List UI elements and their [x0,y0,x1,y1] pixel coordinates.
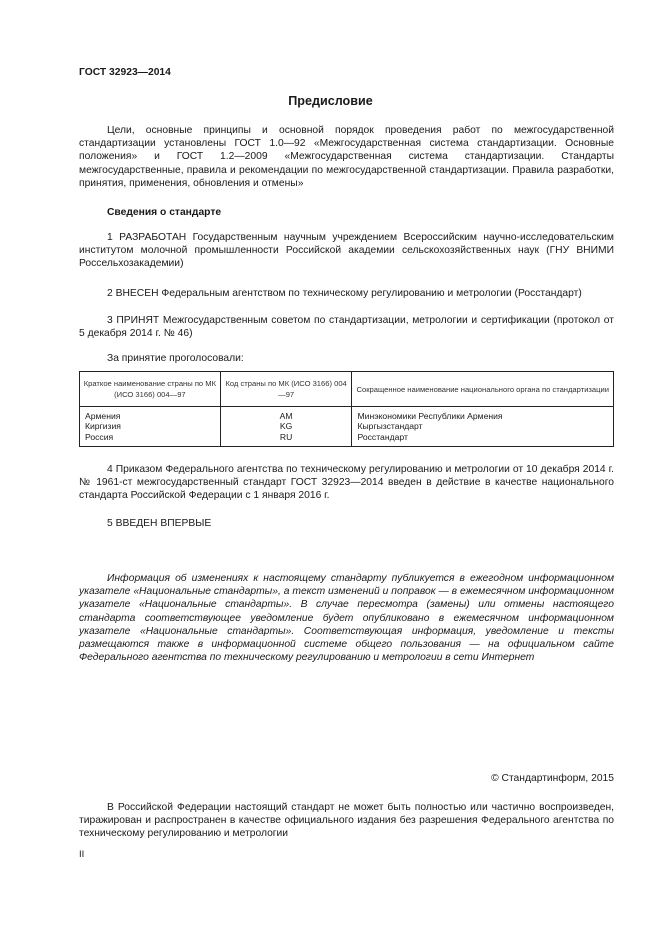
item-adopted: 3 ПРИНЯТ Межгосударственным советом по стандартизации, метрологии и сертификации (протокол от 5 декабря 2014 г. № 46) [79,315,614,340]
reproduction-rights-notice: В Российской Федерации настоящий стандарт не может быть полностью или частично воспроизведен, тиражирован и распространен в качестве официального издания без разрешения Федерального агентства по техническому регулированию и метрологии [79,802,614,840]
voted-label: За принятие проголосовали: [107,353,244,364]
national-body: Кыргызстандарт [357,421,423,432]
about-standard-heading: Сведения о стандарте [107,207,222,218]
copyright-notice: © Стандартинформ, 2015 [491,773,614,784]
item-first-introduced: 5 ВВЕДЕН ВПЕРВЫЕ [107,518,212,529]
table-header-row [80,372,614,407]
country-name: Киргизия [85,421,121,432]
header-country-name: Краткое наименование страны по МК (ИСО 3166) 004—97 [80,372,221,407]
country-name: Россия [85,431,114,442]
table-row [80,407,614,447]
country-code: RU [279,431,293,442]
page-number: II [79,849,85,860]
item-introduced: 2 ВНЕСЕН Федеральным агентством по техническому регулированию и метрологии (Росстандарт) [107,288,582,299]
national-body: Минэкономики Республики Армения [357,411,503,421]
country-code: AM [279,411,293,421]
changes-information: Информация об изменениях к настоящему стандарту публикуется в ежегодном информационном указателе «Национальные стандарты», а текст изменений и поправок — в ежемесячном информационном указателе «Национальные стандарты». В случае пересмотра (замены) или отмены настоящего стандарта соответствующее уведомление будет опубликовано в ежемесячном информационном указателе «Национальные стандарты». Соответствующая информация, уведомление и тексты размещаются также в информационной системе общего пользования — на официальном сайте Федерального агентства по техническому регулированию и метрологии в сети Интернет [79,573,614,664]
national-bodies-cell [352,407,614,447]
item-developed: 1 РАЗРАБОТАН Государственным научным учреждением Всероссийским научно-исследовательским институтом молочной промышленности Российской академии сельскохозяйственных наук (ГНУ ВНИМИ Россельхозакадемии) [79,232,614,270]
page-title: Предисловие [288,94,373,108]
country-codes-cell [220,407,352,447]
voting-table [79,371,614,447]
intro-paragraph: Цели, основные принципы и основной порядок проведения работ по межгосударственной стандартизации установлены ГОСТ 1.0—92 «Межгосударственная система стандартизации. Основные положения» и ГОСТ 1.2—2009 «Межгосударственная система стандартизации. Стандарты межгосударственные, правила и рекомендации по межгосударственной стандартизации. Правила разработки, принятия, применения, обновления и отмены» [79,125,614,189]
header-national-body: Сокращенное наименование национального органа по стандартизации [352,372,614,407]
header-country-code: Код страны по МК (ИСО 3166) 004—97 [220,372,352,407]
country-name: Армения [85,411,121,421]
item-order: 4 Приказом Федерального агентства по техническому регулированию и метрологии от 10 декабря 2014 г. № 1961-ст межгосударственный стандарт ГОСТ 32923—2014 введен в действие в качестве национального стандарта Российской Федерации с 1 января 2016 г. [79,464,614,502]
country-names-cell [80,407,221,447]
national-body: Росстандарт [357,431,408,442]
country-code: KG [279,421,293,432]
standard-designation: ГОСТ 32923—2014 [79,67,171,78]
